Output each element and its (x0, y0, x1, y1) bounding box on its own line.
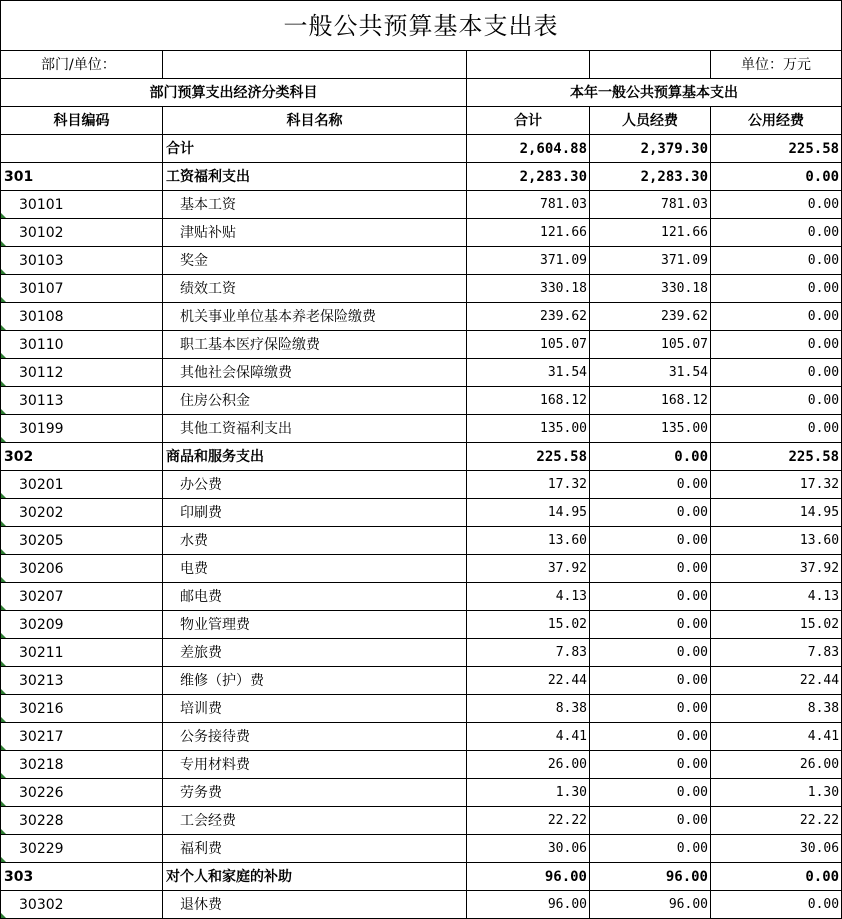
cell-public[interactable]: 30.06 (711, 835, 842, 863)
table-row (1, 331, 842, 359)
cell-public[interactable]: 22.22 (711, 807, 842, 835)
cell-total[interactable]: 26.00 (467, 751, 590, 779)
table-row (1, 667, 842, 695)
cell-name[interactable]: 其他社会保障缴费 (163, 359, 467, 387)
cell-total[interactable]: 31.54 (467, 359, 590, 387)
cell-public[interactable]: 1.30 (711, 779, 842, 807)
cell-code[interactable]: 303 (1, 863, 163, 891)
cell-indicator-icon (1, 577, 6, 582)
cell-personnel[interactable]: 0.00 (590, 527, 711, 555)
title-row (1, 1, 842, 51)
cell-total[interactable]: 37.92 (467, 555, 590, 583)
cell-code[interactable]: 30207 (1, 583, 163, 611)
table-row (1, 303, 842, 331)
cell-code[interactable]: 30199 (1, 415, 163, 443)
cell-code[interactable]: 30228 (1, 807, 163, 835)
cell-code[interactable]: 30209 (1, 611, 163, 639)
cell-indicator-icon (1, 773, 6, 778)
column-header-row (1, 107, 842, 135)
cell-public[interactable]: 13.60 (711, 527, 842, 555)
cell-code[interactable]: 30211 (1, 639, 163, 667)
cell-code[interactable]: 30217 (1, 723, 163, 751)
cell-total[interactable]: 2,283.30 (467, 163, 590, 191)
cell-name[interactable]: 机关事业单位基本养老保险缴费 (163, 303, 467, 331)
cell-total[interactable]: 781.03 (467, 191, 590, 219)
cell-total[interactable]: 330.18 (467, 275, 590, 303)
cell-indicator-icon (1, 353, 6, 358)
cell-public[interactable]: 7.83 (711, 639, 842, 667)
cell-total[interactable]: 168.12 (467, 387, 590, 415)
cell-public[interactable]: 17.32 (711, 471, 842, 499)
table-row (1, 527, 842, 555)
cell-public[interactable]: 0.00 (711, 191, 842, 219)
table-row (1, 359, 842, 387)
cell-code[interactable]: 30110 (1, 331, 163, 359)
header-public[interactable]: 公用经费 (711, 107, 842, 135)
cell-total[interactable]: 13.60 (467, 527, 590, 555)
cell-name[interactable]: 奖金 (163, 247, 467, 275)
cell-name[interactable]: 福利费 (163, 835, 467, 863)
table-row (1, 779, 842, 807)
cell-public[interactable]: 0.00 (711, 359, 842, 387)
cell-personnel[interactable]: 96.00 (590, 891, 711, 919)
cell-personnel[interactable]: 0.00 (590, 667, 711, 695)
cell-name[interactable]: 印刷费 (163, 499, 467, 527)
cell-indicator-icon (1, 801, 6, 806)
dept-value-cell[interactable] (163, 51, 467, 79)
cell-name[interactable]: 住房公积金 (163, 387, 467, 415)
table-row (1, 807, 842, 835)
header-name[interactable]: 科目名称 (163, 107, 467, 135)
table-title[interactable]: 一般公共预算基本支出表 (1, 1, 842, 51)
cell-public[interactable]: 0.00 (711, 387, 842, 415)
cell-personnel[interactable]: 0.00 (590, 807, 711, 835)
cell-indicator-icon (1, 213, 6, 218)
cell-code[interactable]: 30101 (1, 191, 163, 219)
header-classification[interactable]: 部门预算支出经济分类科目 (1, 79, 467, 107)
cell-code[interactable]: 30112 (1, 359, 163, 387)
cell-total[interactable]: 30.06 (467, 835, 590, 863)
cell-personnel[interactable]: 0.00 (590, 555, 711, 583)
cell-total[interactable]: 121.66 (467, 219, 590, 247)
group-header-row (1, 79, 842, 107)
cell-indicator-icon (1, 325, 6, 330)
cell-total[interactable]: 135.00 (467, 415, 590, 443)
cell-public[interactable]: 14.95 (711, 499, 842, 527)
table-row (1, 275, 842, 303)
cell-public[interactable]: 22.44 (711, 667, 842, 695)
cell-total[interactable]: 7.83 (467, 639, 590, 667)
table-row (1, 695, 842, 723)
cell-indicator-icon (1, 409, 6, 414)
cell-public[interactable]: 15.02 (711, 611, 842, 639)
cell-total[interactable]: 2,604.88 (467, 135, 590, 163)
table-row (1, 219, 842, 247)
cell-indicator-icon (1, 913, 6, 918)
table-row (1, 163, 842, 191)
cell-public[interactable]: 0.00 (711, 275, 842, 303)
cell-personnel[interactable]: 135.00 (590, 415, 711, 443)
cell-name[interactable]: 邮电费 (163, 583, 467, 611)
cell-public[interactable]: 4.41 (711, 723, 842, 751)
cell-total[interactable]: 17.32 (467, 471, 590, 499)
cell-indicator-icon (1, 493, 6, 498)
table-row (1, 751, 842, 779)
header-total[interactable]: 合计 (467, 107, 590, 135)
cell-personnel[interactable]: 0.00 (590, 835, 711, 863)
table-row (1, 247, 842, 275)
table-row (1, 891, 842, 919)
cell-public[interactable]: 0.00 (711, 303, 842, 331)
cell-code[interactable]: 30226 (1, 779, 163, 807)
cell-code[interactable]: 302 (1, 443, 163, 471)
cell-personnel[interactable]: 0.00 (590, 723, 711, 751)
table-row (1, 499, 842, 527)
cell-code[interactable]: 30201 (1, 471, 163, 499)
cell-personnel[interactable]: 168.12 (590, 387, 711, 415)
cell-code[interactable]: 30216 (1, 695, 163, 723)
cell-code[interactable]: 30108 (1, 303, 163, 331)
cell-total[interactable]: 14.95 (467, 499, 590, 527)
unit-label-cell[interactable]: 单位：万元 (711, 51, 842, 79)
cell-name[interactable]: 公务接待费 (163, 723, 467, 751)
cell-indicator-icon (1, 689, 6, 694)
table-row (1, 191, 842, 219)
cell-name[interactable]: 专用材料费 (163, 751, 467, 779)
cell-name[interactable]: 职工基本医疗保险缴费 (163, 331, 467, 359)
cell-name[interactable]: 工资福利支出 (163, 163, 467, 191)
table-row (1, 387, 842, 415)
table-row (1, 639, 842, 667)
cell-name[interactable]: 工会经费 (163, 807, 467, 835)
cell-public[interactable]: 0.00 (711, 331, 842, 359)
cell-personnel[interactable]: 239.62 (590, 303, 711, 331)
cell-total[interactable]: 96.00 (467, 863, 590, 891)
cell-public[interactable]: 0.00 (711, 219, 842, 247)
cell-name[interactable]: 合计 (163, 135, 467, 163)
cell-indicator-icon (1, 745, 6, 750)
cell-code[interactable]: 301 (1, 163, 163, 191)
table-row (1, 583, 842, 611)
cell-indicator-icon (1, 241, 6, 246)
cell-total[interactable]: 239.62 (467, 303, 590, 331)
cell-total[interactable]: 371.09 (467, 247, 590, 275)
cell-code[interactable]: 30107 (1, 275, 163, 303)
cell-personnel[interactable]: 0.00 (590, 471, 711, 499)
cell-public[interactable]: 225.58 (711, 443, 842, 471)
cell-personnel[interactable]: 0.00 (590, 639, 711, 667)
cell-indicator-icon (1, 381, 6, 386)
cell-code[interactable]: 30218 (1, 751, 163, 779)
cell-total[interactable]: 105.07 (467, 331, 590, 359)
cell-public[interactable]: 26.00 (711, 751, 842, 779)
cell-code[interactable]: 30202 (1, 499, 163, 527)
cell-name[interactable]: 办公费 (163, 471, 467, 499)
cell-personnel[interactable]: 0.00 (590, 443, 711, 471)
table-row (1, 415, 842, 443)
cell-total[interactable]: 4.41 (467, 723, 590, 751)
cell-public[interactable]: 0.00 (711, 247, 842, 275)
cell-total[interactable]: 225.58 (467, 443, 590, 471)
blank-cell[interactable] (467, 51, 590, 79)
table-row (1, 863, 842, 891)
unit-row (1, 51, 842, 79)
cell-total[interactable]: 96.00 (467, 891, 590, 919)
blank-cell[interactable] (590, 51, 711, 79)
table-row (1, 555, 842, 583)
cell-personnel[interactable]: 105.07 (590, 331, 711, 359)
cell-indicator-icon (1, 297, 6, 302)
cell-personnel[interactable]: 2,283.30 (590, 163, 711, 191)
cell-name[interactable]: 对个人和家庭的补助 (163, 863, 467, 891)
cell-personnel[interactable]: 0.00 (590, 695, 711, 723)
cell-name[interactable]: 退休费 (163, 891, 467, 919)
cell-code[interactable]: 30113 (1, 387, 163, 415)
table-row (1, 443, 842, 471)
cell-personnel[interactable]: 121.66 (590, 219, 711, 247)
table-row (1, 611, 842, 639)
cell-public[interactable]: 0.00 (711, 863, 842, 891)
cell-name[interactable]: 水费 (163, 527, 467, 555)
cell-indicator-icon (1, 605, 6, 610)
cell-name[interactable]: 电费 (163, 555, 467, 583)
cell-public[interactable]: 0.00 (711, 891, 842, 919)
cell-public[interactable]: 37.92 (711, 555, 842, 583)
cell-personnel[interactable]: 0.00 (590, 611, 711, 639)
cell-indicator-icon (1, 633, 6, 638)
cell-code[interactable] (1, 135, 163, 163)
table-row (1, 135, 842, 163)
cell-indicator-icon (1, 857, 6, 862)
cell-name[interactable]: 其他工资福利支出 (163, 415, 467, 443)
table-row (1, 835, 842, 863)
cell-code[interactable]: 30206 (1, 555, 163, 583)
cell-personnel[interactable]: 96.00 (590, 863, 711, 891)
cell-indicator-icon (1, 269, 6, 274)
cell-name[interactable]: 维修（护）费 (163, 667, 467, 695)
header-personnel[interactable]: 人员经费 (590, 107, 711, 135)
cell-code[interactable]: 30302 (1, 891, 163, 919)
cell-name[interactable]: 商品和服务支出 (163, 443, 467, 471)
cell-public[interactable]: 4.13 (711, 583, 842, 611)
cell-code[interactable]: 30103 (1, 247, 163, 275)
cell-personnel[interactable]: 0.00 (590, 499, 711, 527)
cell-indicator-icon (1, 549, 6, 554)
dept-label-cell[interactable]: 部门/单位： (1, 51, 163, 79)
cell-code[interactable]: 30229 (1, 835, 163, 863)
cell-name[interactable]: 差旅费 (163, 639, 467, 667)
cell-total[interactable]: 8.38 (467, 695, 590, 723)
cell-public[interactable]: 0.00 (711, 415, 842, 443)
cell-personnel[interactable]: 781.03 (590, 191, 711, 219)
cell-public[interactable]: 8.38 (711, 695, 842, 723)
cell-name[interactable]: 培训费 (163, 695, 467, 723)
header-code[interactable]: 科目编码 (1, 107, 163, 135)
cell-code[interactable]: 30213 (1, 667, 163, 695)
cell-code[interactable]: 30102 (1, 219, 163, 247)
cell-public[interactable]: 225.58 (711, 135, 842, 163)
cell-indicator-icon (1, 437, 6, 442)
header-budget[interactable]: 本年一般公共预算基本支出 (467, 79, 842, 107)
cell-indicator-icon (1, 661, 6, 666)
cell-personnel[interactable]: 0.00 (590, 583, 711, 611)
cell-personnel[interactable]: 0.00 (590, 751, 711, 779)
cell-code[interactable]: 30205 (1, 527, 163, 555)
cell-public[interactable]: 0.00 (711, 163, 842, 191)
cell-total[interactable]: 4.13 (467, 583, 590, 611)
cell-total[interactable]: 15.02 (467, 611, 590, 639)
cell-total[interactable]: 1.30 (467, 779, 590, 807)
cell-personnel[interactable]: 330.18 (590, 275, 711, 303)
table-row (1, 471, 842, 499)
cell-indicator-icon (1, 829, 6, 834)
cell-indicator-icon (1, 717, 6, 722)
cell-personnel[interactable]: 0.00 (590, 779, 711, 807)
cell-name[interactable]: 津贴补贴 (163, 219, 467, 247)
cell-name[interactable]: 物业管理费 (163, 611, 467, 639)
cell-name[interactable]: 绩效工资 (163, 275, 467, 303)
cell-name[interactable]: 劳务费 (163, 779, 467, 807)
cell-indicator-icon (1, 521, 6, 526)
cell-total[interactable]: 22.22 (467, 807, 590, 835)
cell-total[interactable]: 22.44 (467, 667, 590, 695)
cell-name[interactable]: 基本工资 (163, 191, 467, 219)
table-row (1, 723, 842, 751)
cell-personnel[interactable]: 31.54 (590, 359, 711, 387)
cell-personnel[interactable]: 2,379.30 (590, 135, 711, 163)
cell-personnel[interactable]: 371.09 (590, 247, 711, 275)
